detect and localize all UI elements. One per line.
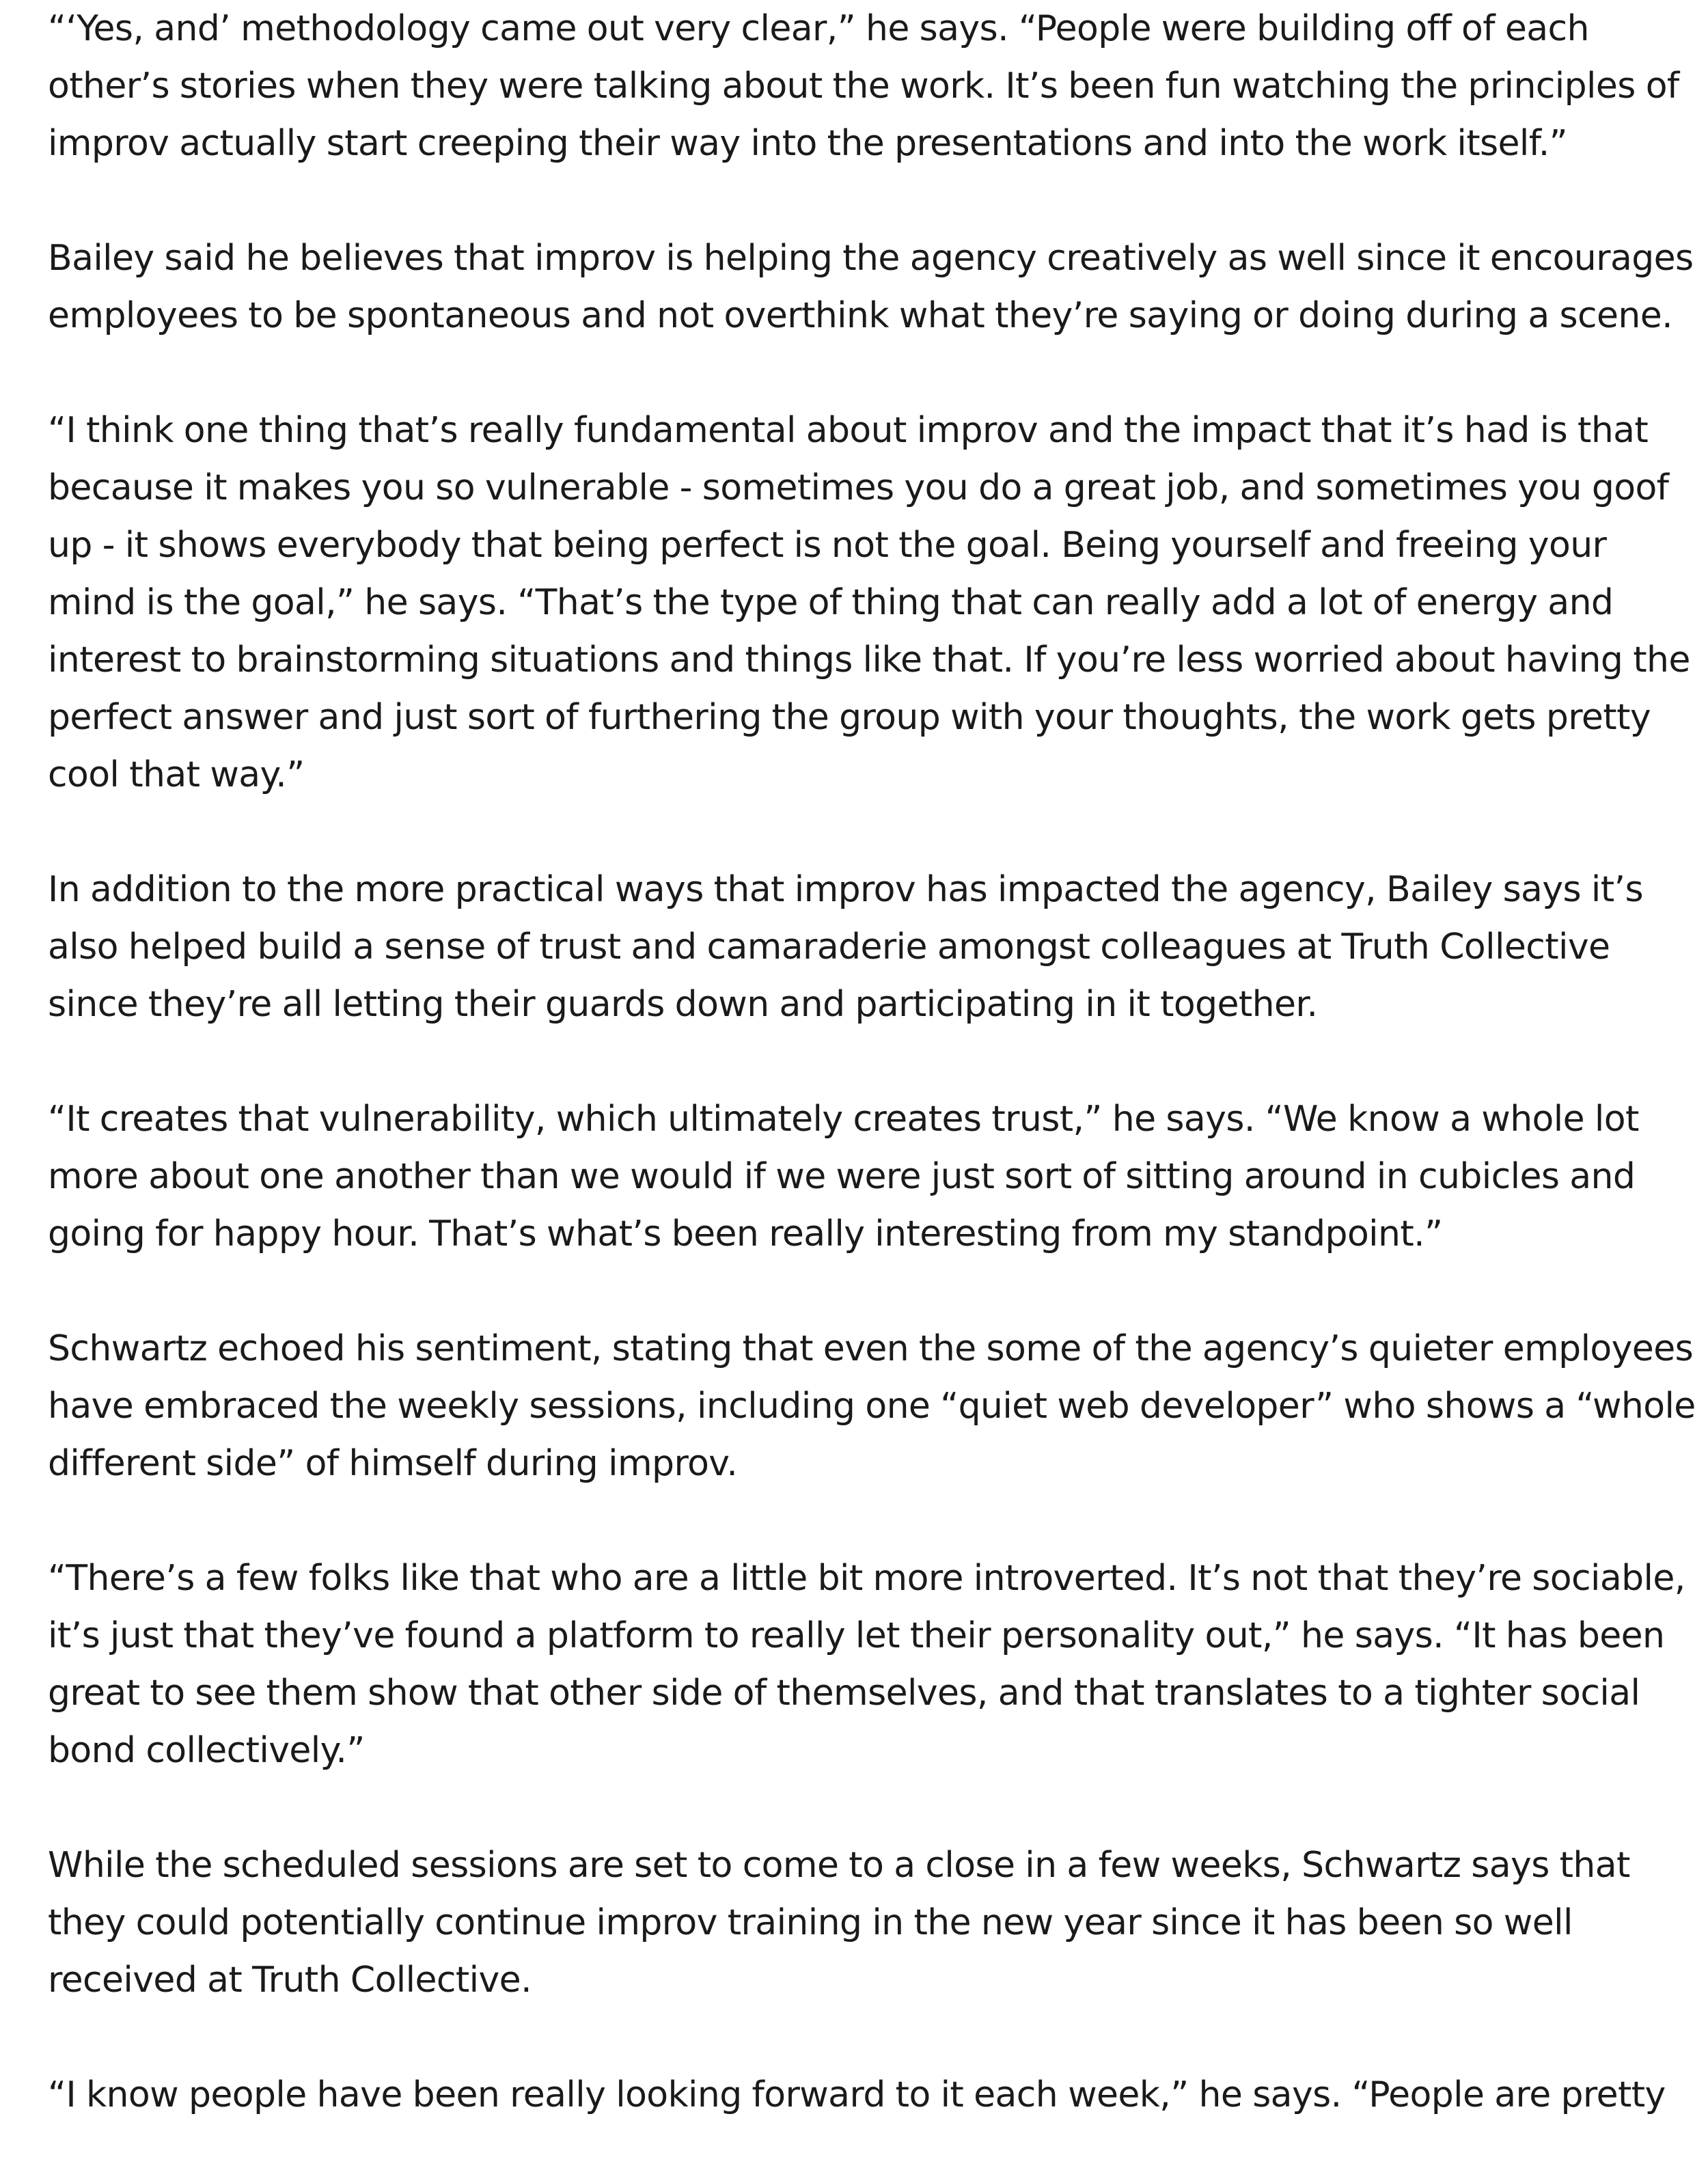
article-paragraph-6: Schwartz echoed his sentiment, stating that even the some of the agency’s quieter employees have embraced the weekly sessions, including one “quiet web developer” who shows a “whole different side” of himself during improv.: [48, 1328, 1696, 1484]
article-paragraph-1: “‘Yes, and’ methodology came out very clear,” he says. “People were building off of each other’s stories when they were talking about the work. It’s been fun watching the principles of improv actually start creeping their way into the presentations and into the work itself.”: [48, 8, 1679, 164]
article-paragraph-5: “It creates that vulnerability, which ultimately creates trust,” he says. “We know a whole lot more about one another than we would if we were just sort of sitting around in cubicles and going for happy hour. That’s what’s been really interesting from my standpoint.”: [48, 1099, 1639, 1254]
article-paragraph-7: “There’s a few folks like that who are a little bit more introverted. It’s not that they’re sociable, it’s just that they’ve found a platform to really let their personality out,” he says. “It has been great to see them show that other side of themselves, and that translates to a tighter social bond collectively.”: [48, 1558, 1685, 1771]
article-paragraph-4: In addition to the more practical ways that improv has impacted the agency, Bailey says it’s also helped build a sense of trust and camaraderie amongst colleagues at Truth Collective since they’re all letting their guards down and participating in it together.: [48, 869, 1643, 1025]
article-paragraph-9: “I know people have been really looking forward to it each week,” he says. “People are pretty: [48, 2074, 1666, 2115]
article-paragraph-3: “I think one thing that’s really fundamental about improv and the impact that it’s had is that because it makes you so vulnerable - sometimes you do a great job, and sometimes you goof up - it shows everybody that being perfect is not the goal. Being yourself and freeing your mind is the goal,” he says. “That’s the type of thing that can really add a lot of energy and interest to brainstorming situations and things like that. If you’re less worried about having the perfect answer and just sort of furthering the group with your thoughts, the work gets pretty cool that way.”: [48, 410, 1690, 795]
article-paragraph-8: While the scheduled sessions are set to come to a close in a few weeks, Schwartz says that they could potentially continue improv training in the new year since it has been so well received at Truth Collective.: [48, 1845, 1630, 2001]
article-body: [48, 0, 1701, 2181]
article-paragraph-2: Bailey said he believes that improv is helping the agency creatively as well since it encourages employees to be spontaneous and not overthink what they’re saying or doing during a scene.: [48, 238, 1694, 336]
